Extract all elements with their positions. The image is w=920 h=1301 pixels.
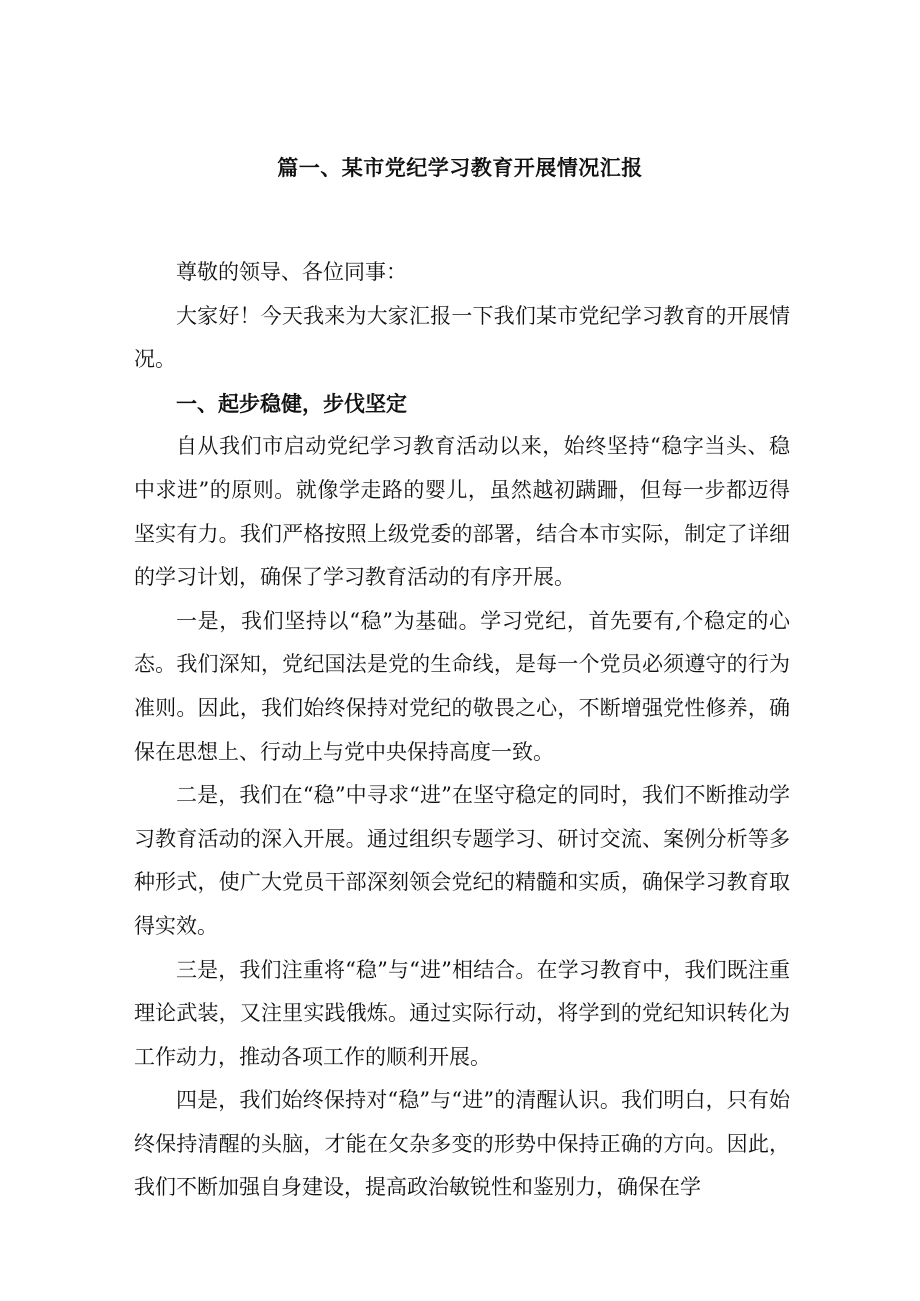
paragraph-point-3: 三是，我们注重将“稳”与“进”相结合。在学习教育中，我们既注重理论武装，又注里实践俄炼。通过实际行动，将学到的党纪知识转化为工作动力，推动各项工作的顺利开展。 bbox=[134, 957, 790, 1069]
document-title: 篇一、某市党纪学习教育开展情况汇报 bbox=[277, 155, 643, 180]
paragraph-point-1: 一是，我们坚持以“稳”为基础。学习党纪，首先要有,个稳定的心态。我们深知，党纪国法是党的生命线，是每一个党员必须遵守的行为准则。因此，我们始终保持对党纪的敬畏之心，不断增强党性修养，确保在思想上、行动上与党中央保持高度一致。 bbox=[134, 608, 790, 764]
paragraph-intro: 自从我们市启动党纪学习教育活动以来，始终坚持“稳字当头、稳中求进”的原则。就像学走路的婴儿，虽然越初蹒跚，但每一步都迈得坚实有力。我们严格按照上级党委的部署，结合本市实际，制定了详细的学习计划，确保了学习教育活动的有序开展。 bbox=[134, 434, 790, 590]
document-body bbox=[134, 251, 790, 1210]
salutation: 尊敬的领导、各位同事： bbox=[176, 260, 407, 284]
paragraph-point-4: 四是，我们始终保持对“稳”与“进”的清醒认识。我们明白，只有始终保持清醒的头脑，才能在攵杂多变的形势中保持正确的方向。因此，我们不断加强自身建设，提高政治敏锐性和鉴别力，确保在学 bbox=[134, 1088, 790, 1200]
paragraph-greeting: 大家好！今天我来为大家汇报一下我们某市党纪学习教育的开展情况。 bbox=[134, 303, 790, 372]
section-heading-1: 一、起步稳健，步伐坚定 bbox=[176, 390, 407, 416]
paragraph-point-2: 二是，我们在“稳”中寻求“进”在坚守稳定的同时，我们不断推动学习教育活动的深入开展。通过组织专题学习、研讨交流、案例分析等多种形式，使广大党员干部深刻领会党纪的精髓和实质，确保学习教育取得实效。 bbox=[134, 783, 790, 938]
